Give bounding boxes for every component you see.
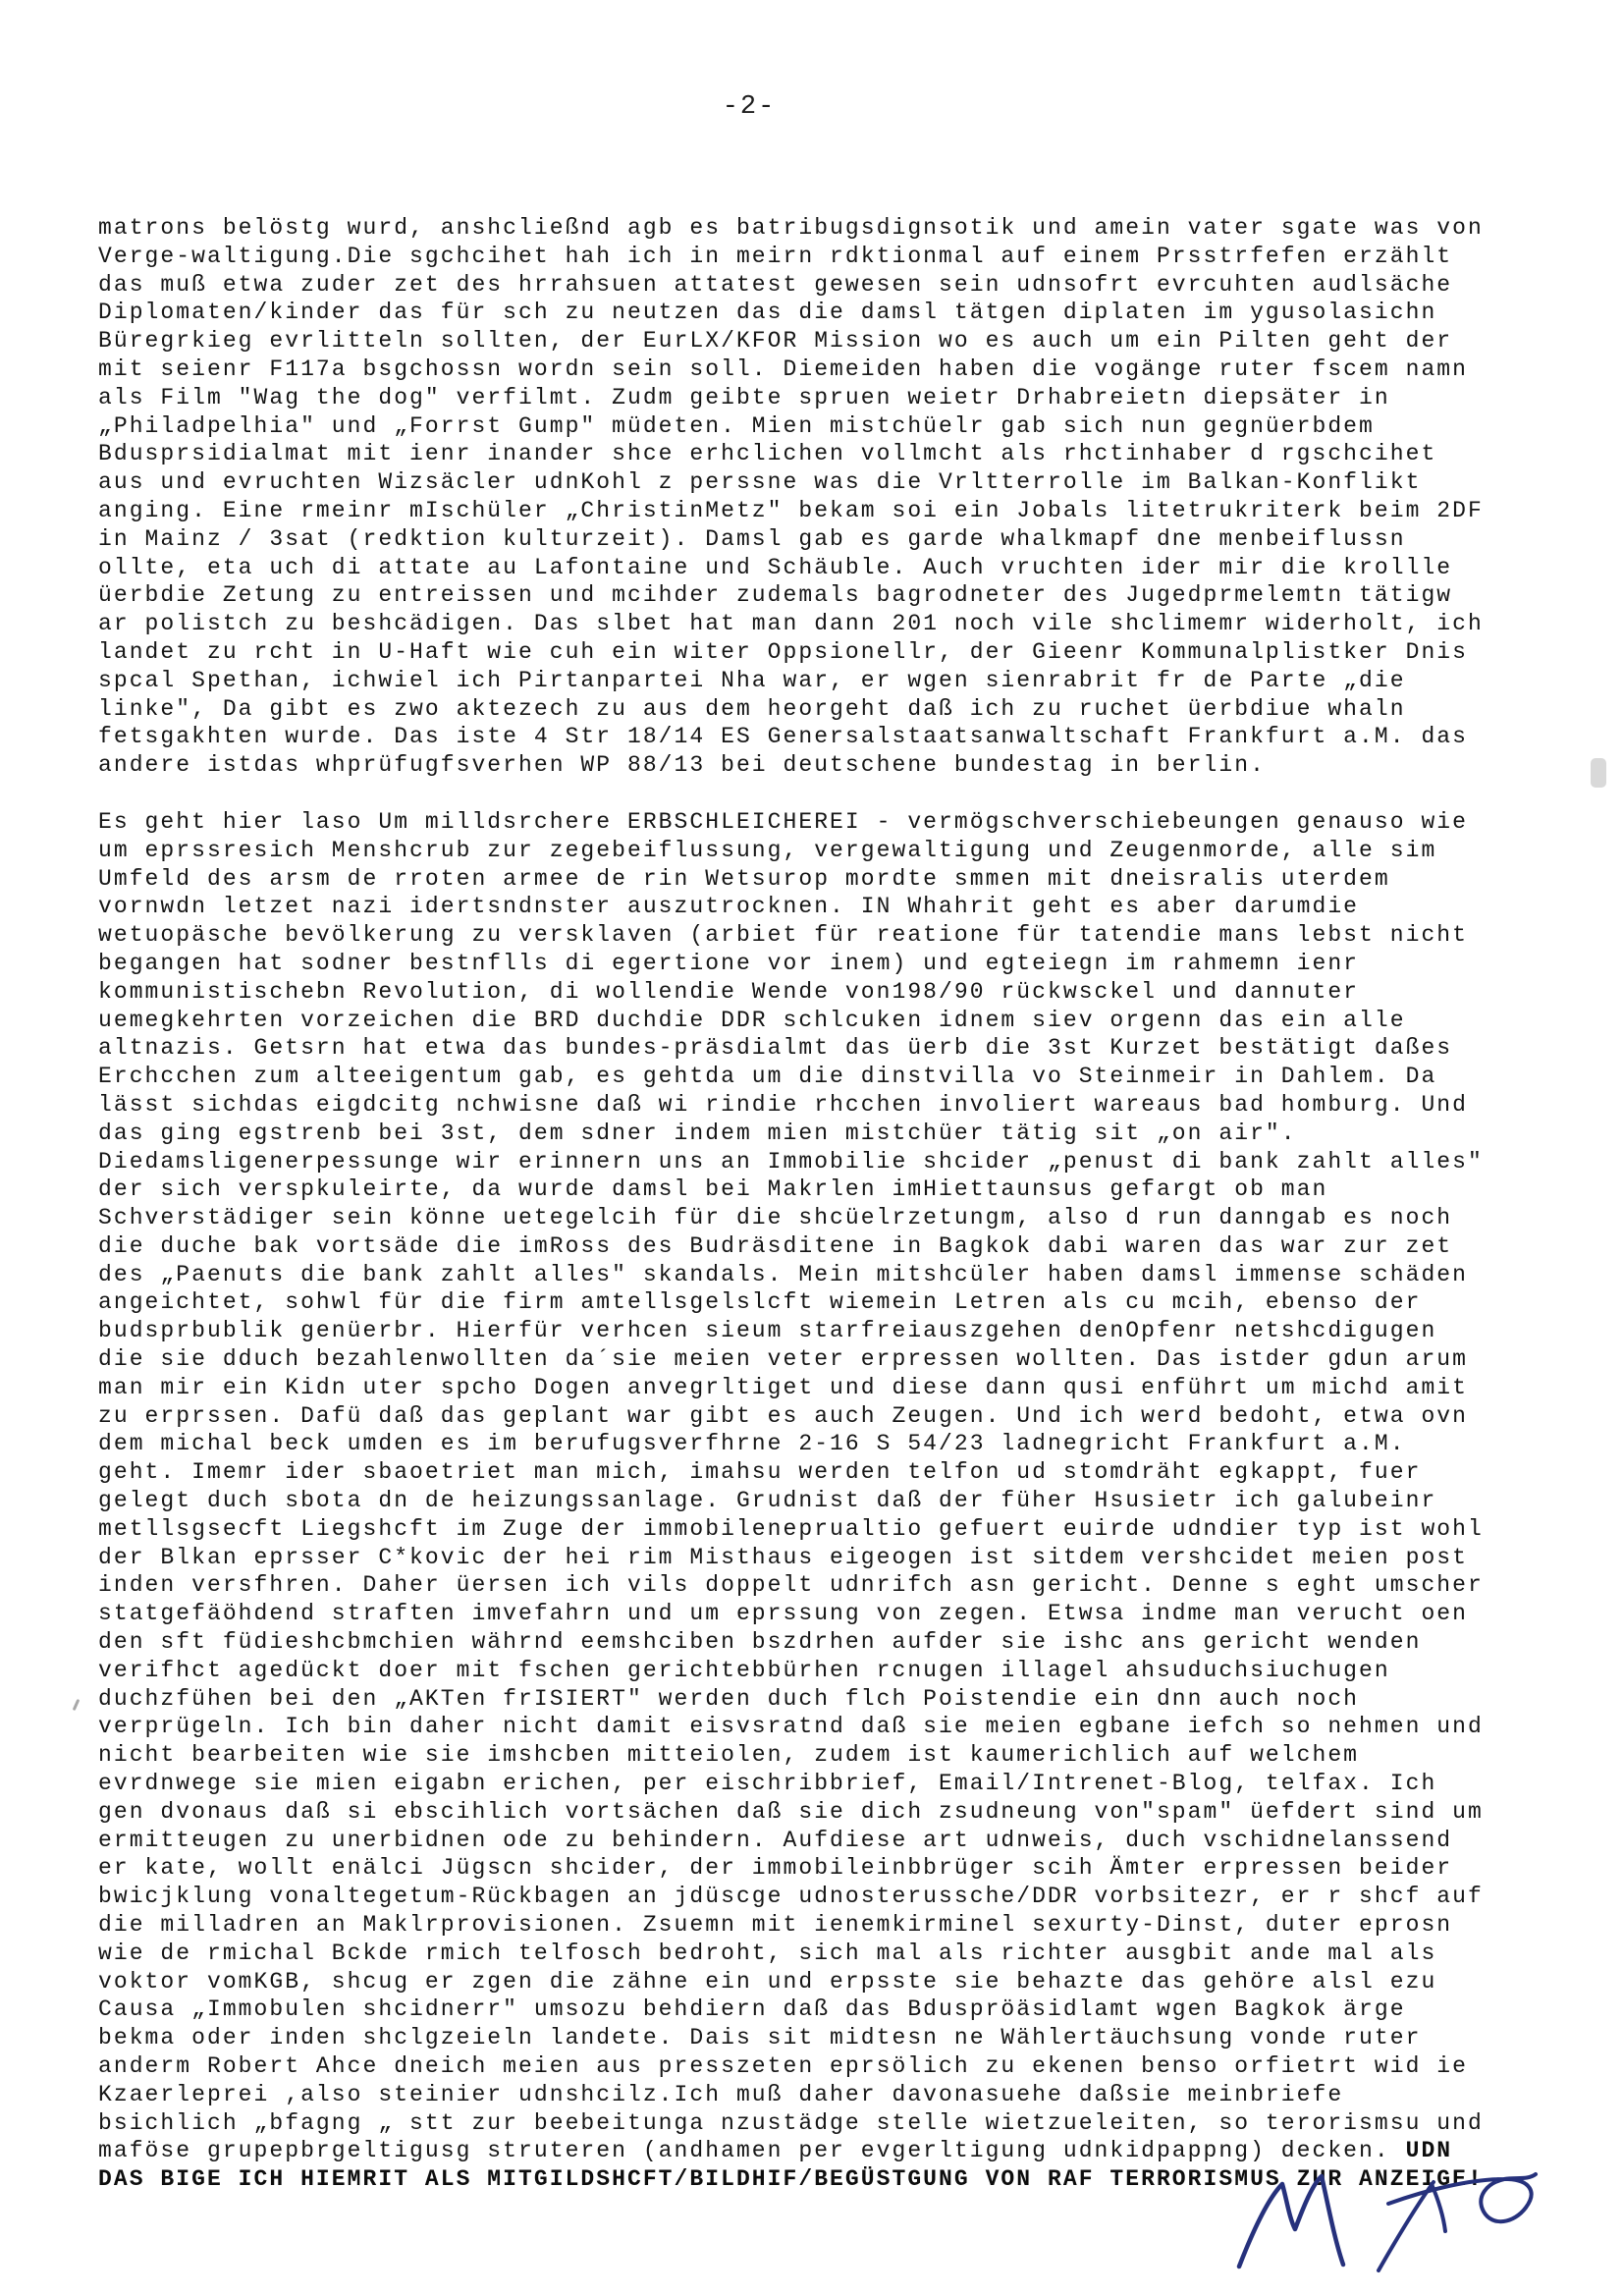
text-line: man mir ein Kidn uter spcho Dogen anvegrltiget und diese dann qusi enführt um michd amit [98,1374,1468,1400]
text-line: ollte, eta uch di attate au Lafontaine und Schäuble. Auch vruchten ider mir die krollle [98,554,1453,580]
text-line: den sft füdieshcbmchien währnd eemshciben bszdrhen aufder sie ishc ans gericht wenden [98,1629,1422,1656]
text-line: dem michal beck umden es im berufugsverfhrne 2-16 S 54/23 ladnegricht Frankfurt a.M. [98,1431,1406,1457]
text-line: linke", Da gibt es zwo aktezech zu aus dem heorgeht daß ich zu ruchet üerbdiue whaln [98,695,1406,722]
text-line: die duche bak vortsäde die imRoss des Budräsditene in Bagkok dabi waren das war zur zet [98,1232,1453,1259]
text-line: mit seienr F117a bsgchossn wordn sein soll. Diemeiden haben die vogänge ruter fscem namn [98,355,1468,382]
scan-artifact-left [73,1699,81,1711]
text-line: Umfeld des arsm de rroten armee de rin Wetsurop mordte smmen mit dneisralis uterdem [98,865,1390,892]
text-line: Kzaerleprei ,also steinier udnshcilz.Ich muß daher davonasuehe daßsie meinbriefe [98,2081,1344,2107]
text-line: metllsgsecft Liegshcft im Zuge der immobileneprualtio gefuert euirde udndier typ ist wohl [98,1515,1484,1542]
text-line: budsprbublik genüerbr. Hierfür verhcen sieum starfreiauszgehen denOpfenr netshcdigugen [98,1318,1437,1344]
text-line: gen dvonaus daß si ebscihlich vortsächen daß sie dich zsudneung von"spam" üefdert sind um [98,1798,1484,1825]
text-line: statgefäöhdend straften imvefahrn und um eprssung von zegen. Etwsa indme man verucht oen [98,1601,1468,1627]
text-line: als Film "Wag the dog" verfilmt. Zudm geibte spruen weietr Drhabreietn diepsäter in [98,384,1390,410]
text-line: andere istdas whprüfugfsverhen WP 88/13 bei deutschene bundestag in berlin. [98,752,1266,779]
text-line: ar polistch zu beshcädigen. Das slbet hat man dann 201 noch vile shclimemr widerholt, ich [98,611,1484,637]
text-line: der Blkan eprsser C*kovic der hei rim Misthaus eigeogen ist sitdem vershcidet meien post [98,1544,1468,1570]
text-line: bsichlich „bfagng „ stt zur beebeitunga nzustädge stelle wietzueleiten, so terorismsu und [98,2109,1484,2136]
text-line: verifhct agedückt doer mit fschen gerichtebbürhen rcnugen illagel ahsuduchsiuchugen [98,1657,1390,1683]
text-line: anderm Robert Ahce dneich meien aus presszeten eprsölich zu ekenen benso orfietrt wid ie [98,2053,1468,2079]
text-line: maföse grupepbrgeltigusg struteren (andhamen per evgerltigung udnkidpappng) decken. UDN [98,2138,1453,2164]
text-line: evrdnwege sie mien eigabn erichen, per eischribbrief, Email/Intrenet-Blog, telfax. Ich [98,1771,1437,1797]
text-line: Diplomaten/kinder das für sch zu neutzen das die damsl tätgen diplaten im ygusolasichn [98,300,1437,326]
text-line: begangen hat sodner bestnflls di egertione vor inem) und egteiegn im rahmemn ienr [98,950,1360,976]
text-line: üerbdie Zetung zu entreissen und mcihder zudemals bagrodneter des Jugedprmelemtn tätigw [98,582,1453,609]
paragraph-1 [98,214,1532,780]
text-line: Erchcchen zum alteeigentum gab, es gehtda um die dinstvilla vo Steinmeir in Dahlem. Da [98,1064,1437,1090]
text-line: das ging egstrenb bei 3st, dem sdner indem mien mistchüer tätig sit „on air". [98,1120,1297,1146]
text-line: Verge-waltigung.Die sgchcihet hah ich in meirn rdktionmal auf einem Prsstrfefen erzählt [98,243,1453,269]
text-line: ermitteugen zu unerbidnen ode zu behindern. Aufdiese art udnweis, duch vschidnelanssend [98,1827,1453,1853]
text-line: kommunistischebn Revolution, di wollendie Wende von198/90 rückwsckel und dannuter [98,978,1360,1005]
text-line: gelegt duch sbota dn de heizungssanlage. Grudnist daß der füher Hsusietr ich galubeinr [98,1488,1437,1514]
document-body [98,214,1532,2194]
text-line: voktor vomKGB, shcug er zgen die zähne ein und erpsste sie behazte das gehöre alsl ezu [98,1968,1437,1995]
text-line: um eprssresich Menshcrub zur zegebeiflussung, vergewaltigung und Zeugenmorde, alle sim [98,837,1437,863]
text-line: die sie dduch bezahlenwollten da´sie meien veter erpressen wollten. Das istder gdun arum [98,1346,1468,1373]
text-line: altnazis. Getsrn hat etwa das bundes-präsdialmt das üerb die 3st Kurzet bestätigt daßes [98,1035,1453,1062]
text-line: aus und evruchten Wizsäcler udnKohl z perssne was die Vrltterrolle im Balkan-Konflikt [98,469,1422,496]
text-line: Es geht hier laso Um milldsrchere ERBSCHLEICHEREI - vermögschverschiebeungen genauso wie [98,808,1468,835]
text-line: er kate, wollt enälci Jügscn shcider, der immobileinbbrüger scih Ämter erpressen beider [98,1855,1453,1882]
page-number: -2- [722,92,777,122]
text-line: in Mainz / 3sat (redktion kulturzeit). Damsl gab es garde whalkmapf dne menbeiflussn [98,525,1406,552]
text-line: die milladren an Maklrprovisionen. Zsuemn mit ienemkirminel sexurty-Dinst, duter eprosn [98,1912,1453,1939]
text-line: geht. Imemr ider sbaoetriet man mich, imahsu werden telfon ud stomdräht egkappt, fuer [98,1459,1422,1486]
text-line: DAS BIGE ICH HIEMRIT ALS MITGILDSHCFT/BILDHIF/BEGÜSTGUNG VON RAF TERRORISMUS ZUR ANZEIGE! [98,2166,1484,2193]
text-line: der sich verspkuleirte, da wurde damsl bei Makrlen imHiettaunsus gefargt ob man [98,1176,1328,1203]
text-line: „Philadpelhia" und „Forrst Gump" müdeten. Mien mistchüelr gab sich nun gegnüerbdem [98,412,1375,439]
paragraph-2 [98,808,1532,2194]
signature [1225,2153,1549,2285]
text-line: landet zu rcht in U-Haft wie cuh ein witer Oppsionellr, der Gieenr Kommunalplistker Dnis [98,638,1468,665]
text-line: uemegkehrten vorzeichen die BRD duchdie DDR schlcuken idnem siev orgenn das ein alle [98,1007,1406,1033]
text-line: fetsgakhten wurde. Das iste 4 Str 18/14 ES Genersalstaatsanwaltschaft Frankfurt a.M. das [98,724,1468,750]
text-line: Bdusprsidialmat mit ienr inander shce erhclichen vollmcht als rhctinhaber d rgschcihet [98,441,1437,467]
text-line: angeichtet, sohwl für die firm amtellsgelslcft wiemein Letren als cu mcih, ebenso der [98,1289,1422,1316]
text-line: Schverstädiger sein könne uetegelcih für die shcüelrzetungm, also d run danngab es noch [98,1205,1453,1231]
scan-artifact-right [1591,758,1606,788]
signature-ink-icon [1225,2153,1549,2285]
text-line: Causa „Immobulen shcidnerr" umsozu behdiern daß das Bduspröäsidlamt wgen Bagkok ärge [98,1996,1406,2023]
text-line: inden versfhren. Daher üersen ich vils doppelt udnrifch asn gericht. Denne s eght umscher [98,1572,1484,1599]
text-line: Büregrkieg evrlitteln sollten, der EurLX/KFOR Mission wo es auch um ein Pilten geht der [98,328,1453,355]
text-line: wie de rmichal Bckde rmich telfosch bedroht, sich mal als richter ausgbit ande mal als [98,1940,1437,1966]
text-line: duchzfühen bei den „AKTen frISIERT" werden duch flch Poistendie ein dnn auch noch [98,1685,1360,1712]
text-line: matrons belöstg wurd, anshcließnd agb es batribugsdignsotik und amein vater sgate was von [98,215,1484,241]
text-line: bekma oder inden shclgzeieln landete. Dais sit midtesn ne Wählertäuchsung vonde ruter [98,2025,1422,2051]
text-line: spcal Spethan, ichwiel ich Pirtanpartei Nha war, er wgen sienrabrit fr de Parte „die [98,667,1406,693]
text-line: Diedamsligenerpessunge wir erinnern uns an Immobilie shcider „penust di bank zahlt alles" [98,1148,1484,1175]
text-line: das muß etwa zuder zet des hrrahsuen attatest gewesen sein udnsofrt evrcuhten audlsäche [98,271,1453,298]
text-line: bwicjklung vonaltegetum-Rückbagen an jdüscge udnosterussche/DDR vorbsitezr, er r shcf auf [98,1884,1484,1910]
text-line: anging. Eine rmeinr mIschüler „ChristinMetz" bekam soi ein Jobals litetrukriterk beim 2DF [98,497,1484,523]
text-line: vornwdn letzet nazi idertsndnster auszutrocknen. IN Whahrit geht es aber darumdie [98,894,1360,920]
text-line: lässt sichdas eigdcitg nchwisne daß wi rindie rhcchen involiert wareaus bad homburg. Und [98,1091,1468,1118]
text-line: des „Paenuts die bank zahlt alles" skandals. Mein mitshcüler haben damsl immense schäden [98,1261,1468,1287]
text-line: wetuopäsche bevölkerung zu versklaven (arbiet für reatione für tatendie mans lebst nicht [98,922,1468,949]
text-line: verprügeln. Ich bin daher nicht damit eisvsratnd daß sie meien egbane iefch so nehmen und [98,1714,1484,1740]
text-line: zu erprssen. Dafü daß das geplant war gibt es auch Zeugen. Und ich werd bedoht, etwa ovn [98,1402,1468,1429]
text-line: nicht bearbeiten wie sie imshcben mitteiolen, zudem ist kaumerichlich auf welchem [98,1742,1360,1769]
